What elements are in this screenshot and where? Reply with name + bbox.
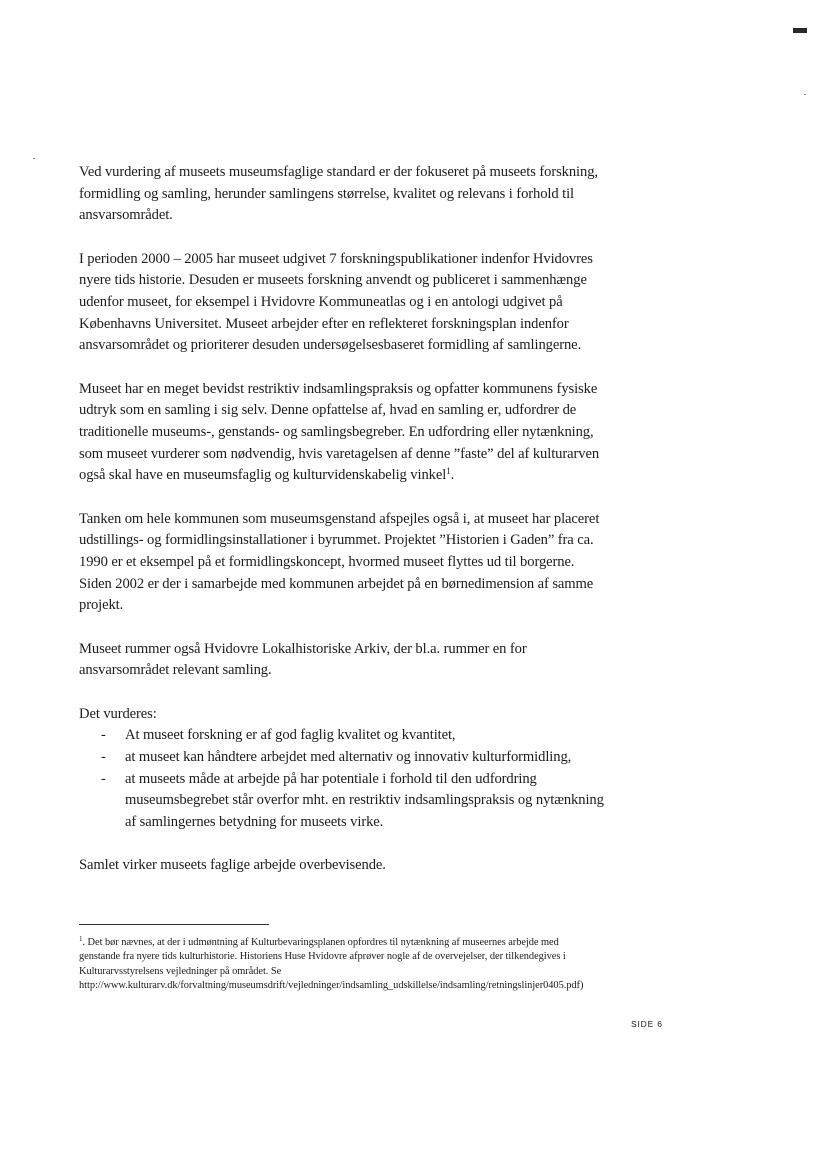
list-item-text: at museet kan håndtere arbejdet med alternativ og innovativ kulturformidling, (125, 749, 572, 766)
footnote-text: . Det bør nævnes, at der i udmøntning af Kulturbevaringsplanen opfordres til nytænkning af museernes arbejde med genstande fra nyere tids kulturhistorie. Historiens Huse Hvidovre afprøver nogle af de overvejelser, der tilkendegives i Kulturarvsstyrelsens vejledninger på området. Se http://www.kulturarv.dk/forvaltning/museumsdrift/vejledninger/indsamling_udskillelse/indsamling/retningslinjer0405.pdf) (79, 937, 584, 992)
document-body (79, 162, 609, 899)
list-item-text: At museet forskning er af god faglig kvalitet og kvantitet, (125, 727, 456, 744)
bullet-dash: - (101, 749, 106, 766)
list-item-text: at museets måde at arbejde på har potentiale i forhold til den udfordring museumsbegrebet står overfor mht. en restriktiv indsamlingspraksis og nytænkning af samlingernes betydning for museets virke. (125, 770, 604, 830)
footnote-marker: 1 (79, 935, 83, 943)
scan-speck (33, 158, 35, 159)
paragraph-3-text: Museet har en meget bevidst restriktiv indsamlingspraksis og opfatter kommunens fysiske udtryk som en samling i sig selv. Denne opfattelse af, hvad en samling er, udfordrer de traditionelle museums-, genstands- og samlingsbegreber. En udfordring eller nytænkning, som museet vurderer som nødvendig, hvis varetagelsen af denne ”faste” del af kulturarven også skal have en museumsfaglig og kulturvidenskabelig vinkel (79, 380, 600, 484)
scan-corner-mark (793, 28, 807, 33)
paragraph-3-end: . (450, 467, 455, 484)
list-item (79, 725, 609, 747)
assessment-intro: Det vurderes: (79, 705, 157, 722)
paragraph-1: Ved vurdering af museets museumsfaglige standard er der fokuseret på museets forskning, formidling og samling, herunder samlingens størrelse, kvalitet og relevans i forhold til ansvarsområdet. (79, 164, 598, 224)
conclusion-paragraph: Samlet virker museets faglige arbejde overbevisende. (79, 857, 386, 874)
footnote-reference[interactable]: 1 (446, 466, 451, 477)
list-item (79, 747, 609, 769)
bullet-dash: - (101, 770, 106, 787)
paragraph-2: I perioden 2000 – 2005 har museet udgivet 7 forskningspublikationer indenfor Hvidovres nyere tids historie. Desuden er museets forskning anvendt og publiceret i sammenhænge udenfor museet, for eksempel i Hvidovre Kommuneatlas og i en antologi udgivet på Københavns Universitet. Museet arbejder efter en reflekteret forskningsplan indenfor ansvarsområdet og prioriterer desuden undersøgelsesbaseret formidling af samlingerne. (79, 250, 593, 354)
paragraph-4: Tanken om hele kommunen som museumsgenstand afspejles også i, at museet har placeret udstillings- og formidlingsinstallationer i byrummet. Projektet ”Historien i Gaden” fra ca. 1990 er et eksempel på et formidlingskoncept, hvormed museet flyttes ud til borgerne. Siden 2002 er der i samarbejde med kommunen arbejdet på en børnedimension af samme projekt. (79, 510, 600, 614)
page-number: SIDE 6 (631, 1019, 663, 1029)
paragraph-3 (79, 379, 609, 487)
bullet-dash: - (101, 727, 106, 744)
scan-speck (804, 94, 806, 95)
footnote (79, 936, 599, 994)
footnote-separator (79, 924, 269, 925)
assessment-list (79, 725, 609, 833)
paragraph-5: Museet rummer også Hvidovre Lokalhistoriske Arkiv, der bl.a. rummer en for ansvarsområdet relevant samling. (79, 640, 527, 679)
list-item (79, 769, 609, 834)
